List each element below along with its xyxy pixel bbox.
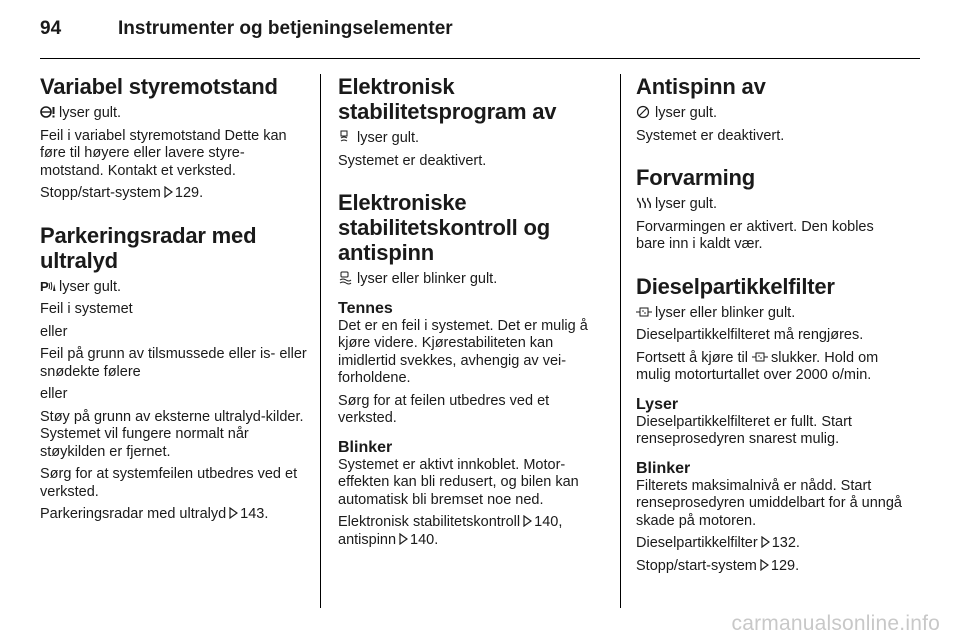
paragraph: Det er en feil i systemet. Det er mulig å kjøre videre. Kjørestabiliteten kan imidlertid svekkes, avhengig av vei-forholdene. [338, 317, 588, 386]
svg-text:P: P [40, 278, 49, 293]
subheading-blinker: Blinker [636, 459, 691, 477]
antispin-off-icon [636, 105, 652, 119]
page-ref-arrow-icon [760, 559, 769, 571]
page-reference: Elektronisk stabilitetskontroll 140, antispinn 140. [338, 514, 563, 548]
paragraph: Feil i variabel styremotstand Dette kan føre til høyere eller lavere styre-motstand. Kontakt et verksted. [40, 127, 287, 179]
page-reference: Stopp/start-system 129. [40, 185, 204, 201]
paragraph: Sørg for at feilen utbedres ved et verksted. [338, 392, 550, 426]
page-number: 94 [40, 18, 62, 39]
page-reference: Parkeringsradar med ultralyd 143. [40, 506, 269, 522]
steering-warning-icon [40, 105, 56, 119]
esp-off-icon [338, 130, 354, 144]
column-divider [320, 74, 321, 608]
page-reference: Stopp/start-system 129. [636, 557, 800, 574]
esc-icon [338, 271, 354, 285]
steering-warning-line: lyser gult. [40, 105, 308, 123]
esp-off-line: lyser gult. [338, 130, 606, 148]
page-ref-arrow-icon [164, 186, 173, 198]
diesel-filter-icon [636, 305, 652, 319]
glow-plug-icon [636, 196, 652, 210]
section-title-esc: Elektroniske stabilitetskontroll og antispinn [338, 190, 550, 265]
diesel-filter-icon [752, 350, 768, 364]
diesel-filter-line: lyser eller blinker gult. [636, 305, 906, 323]
preheating-line: lyser gult. [636, 196, 906, 214]
watermark: carmanualsonline.info [731, 612, 940, 635]
paragraph: Systemet er deaktivert. [338, 152, 487, 169]
esc-line: lyser eller blinker gult. [338, 271, 606, 289]
paragraph: Fortsett å kjøre til slukker. Hold om mulig motorturtallet over 2000 o/min. [636, 349, 879, 383]
section-title-diesel-filter: Dieselpartikkelfilter [636, 273, 835, 299]
page-ref-arrow-icon [523, 515, 532, 527]
page-ref-arrow-icon [761, 536, 770, 548]
paragraph: Feil i systemet [40, 301, 133, 317]
page-ref-arrow-icon [229, 507, 238, 519]
paragraph: Systemet er aktivt innkoblet. Motor-effekten kan bli redusert, og bilen kan automatisk bli bremset noe ned. [338, 456, 579, 508]
header-rule [40, 58, 920, 59]
column-3 [636, 74, 906, 580]
paragraph: Forvarmingen er aktivert. Den kobles bare inn i kaldt vær. [636, 218, 874, 252]
page-title: Instrumenter og betjeningselementer [118, 18, 453, 39]
paragraph: eller [40, 386, 68, 402]
antispin-off-line: lyser gult. [636, 105, 906, 123]
paragraph: Filterets maksimalnivå er nådd. Start renseprosedyren umiddelbart for å unngå skade på motoren. [636, 477, 902, 529]
page-header [40, 18, 920, 48]
section-title-antispin-off: Antispinn av [636, 74, 766, 99]
section-title-parking-radar: Parkeringsradar med ultralyd [40, 222, 257, 273]
paragraph: Feil på grunn av tilsmussede eller is- eller snødekte følere [40, 346, 307, 380]
page-reference: Dieselpartikkelfilter 132. [636, 535, 800, 551]
parking-radar-icon [40, 279, 56, 293]
paragraph: Systemet er deaktivert. [636, 127, 785, 144]
column-1 [40, 74, 308, 529]
page-ref-arrow-icon [399, 533, 408, 545]
subheading-lyser: Lyser [636, 395, 679, 413]
parking-warning-line: P lyser gult. [40, 278, 122, 295]
paragraph: Sørg for at systemfeilen utbedres ved et verksted. [40, 466, 298, 500]
subheading-blinker: Blinker [338, 438, 393, 456]
paragraph: Dieselpartikkelfilteret må rengjøres. [636, 327, 864, 343]
column-divider [620, 74, 621, 608]
subheading-tennes: Tennes [338, 299, 393, 317]
section-title-preheating: Forvarming [636, 165, 756, 190]
column-2 [338, 74, 606, 554]
section-title-variable-steering: Variabel styremotstand [40, 74, 278, 99]
paragraph: eller [40, 323, 68, 340]
paragraph: Dieselpartikkelfilteret er fullt. Start renseprosedyren snarest mulig. [636, 413, 852, 447]
section-title-esp-off: Elektronisk stabilitetsprogram av [338, 74, 557, 124]
paragraph: Støy på grunn av eksterne ultralyd-kilder. Systemet vil fungere normalt når støykilden er fjernet. [40, 408, 304, 460]
